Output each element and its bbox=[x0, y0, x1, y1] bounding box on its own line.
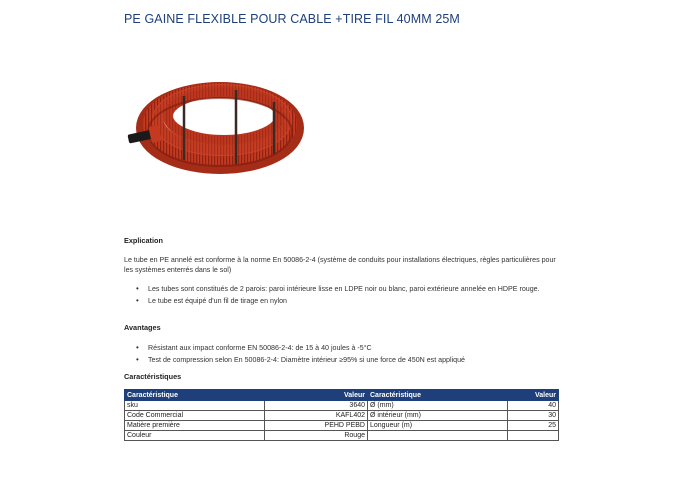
table-header-row bbox=[125, 390, 559, 401]
table-cell: Code Commercial bbox=[125, 411, 265, 421]
list-item: • Le tube est équipé d'un fil de tirage en nylon bbox=[124, 296, 544, 306]
table-cell: 30 bbox=[508, 411, 559, 421]
table-cell: 3640 bbox=[265, 401, 368, 411]
avantages-heading: Avantages bbox=[124, 323, 161, 332]
table-cell bbox=[368, 431, 508, 441]
table-cell: PEHD PEBD bbox=[265, 421, 368, 431]
table-cell: Ø intérieur (mm) bbox=[368, 411, 508, 421]
table-cell bbox=[508, 431, 559, 441]
table-cell: Matière première bbox=[125, 421, 265, 431]
avantages-list bbox=[124, 343, 564, 367]
table-cell: Longueur (m) bbox=[368, 421, 508, 431]
column-header: Valeur bbox=[265, 390, 368, 401]
list-item: • Test de compression selon En 50086-2-4: Diamètre intérieur ≥95% si une force de 450N est appliqué bbox=[124, 355, 564, 365]
table-cell: KAFL402 bbox=[265, 411, 368, 421]
table-row bbox=[125, 411, 559, 421]
list-item: • Résistant aux impact conforme EN 50086-2-4: de 15 à 40 joules à -5°C bbox=[124, 343, 564, 353]
page-title: PE GAINE FLEXIBLE POUR CABLE +TIRE FIL 40MM 25M bbox=[124, 12, 460, 26]
column-header: Caractéristique bbox=[125, 390, 265, 401]
caracteristiques-heading: Caractéristiques bbox=[124, 372, 182, 381]
table-row bbox=[125, 421, 559, 431]
list-item: • Les tubes sont constitués de 2 parois: paroi intérieure lisse en LDPE noir ou blanc, paroi extérieure annelée en HDPE rouge. bbox=[124, 284, 544, 294]
explication-paragraph: Le tube en PE annelé est conforme à la norme En 50086-2-4 (système de conduits pour installations électriques, règles particulières pour les systèmes enterrés dans le sol) bbox=[124, 256, 556, 274]
table-cell: 40 bbox=[508, 401, 559, 411]
table-cell: Couleur bbox=[125, 431, 265, 441]
table-cell: 25 bbox=[508, 421, 559, 431]
table-cell: Rouge bbox=[265, 431, 368, 441]
table-row bbox=[125, 401, 559, 411]
cable-duct-coil-image bbox=[124, 62, 304, 182]
explication-heading: Explication bbox=[124, 236, 163, 245]
table-cell: Ø (mm) bbox=[368, 401, 508, 411]
table-cell: sku bbox=[125, 401, 265, 411]
table-row bbox=[125, 431, 559, 441]
specs-table bbox=[124, 389, 559, 441]
column-header: Caractéristique bbox=[368, 390, 508, 401]
column-header: Valeur bbox=[508, 390, 559, 401]
explication-list bbox=[124, 284, 544, 308]
